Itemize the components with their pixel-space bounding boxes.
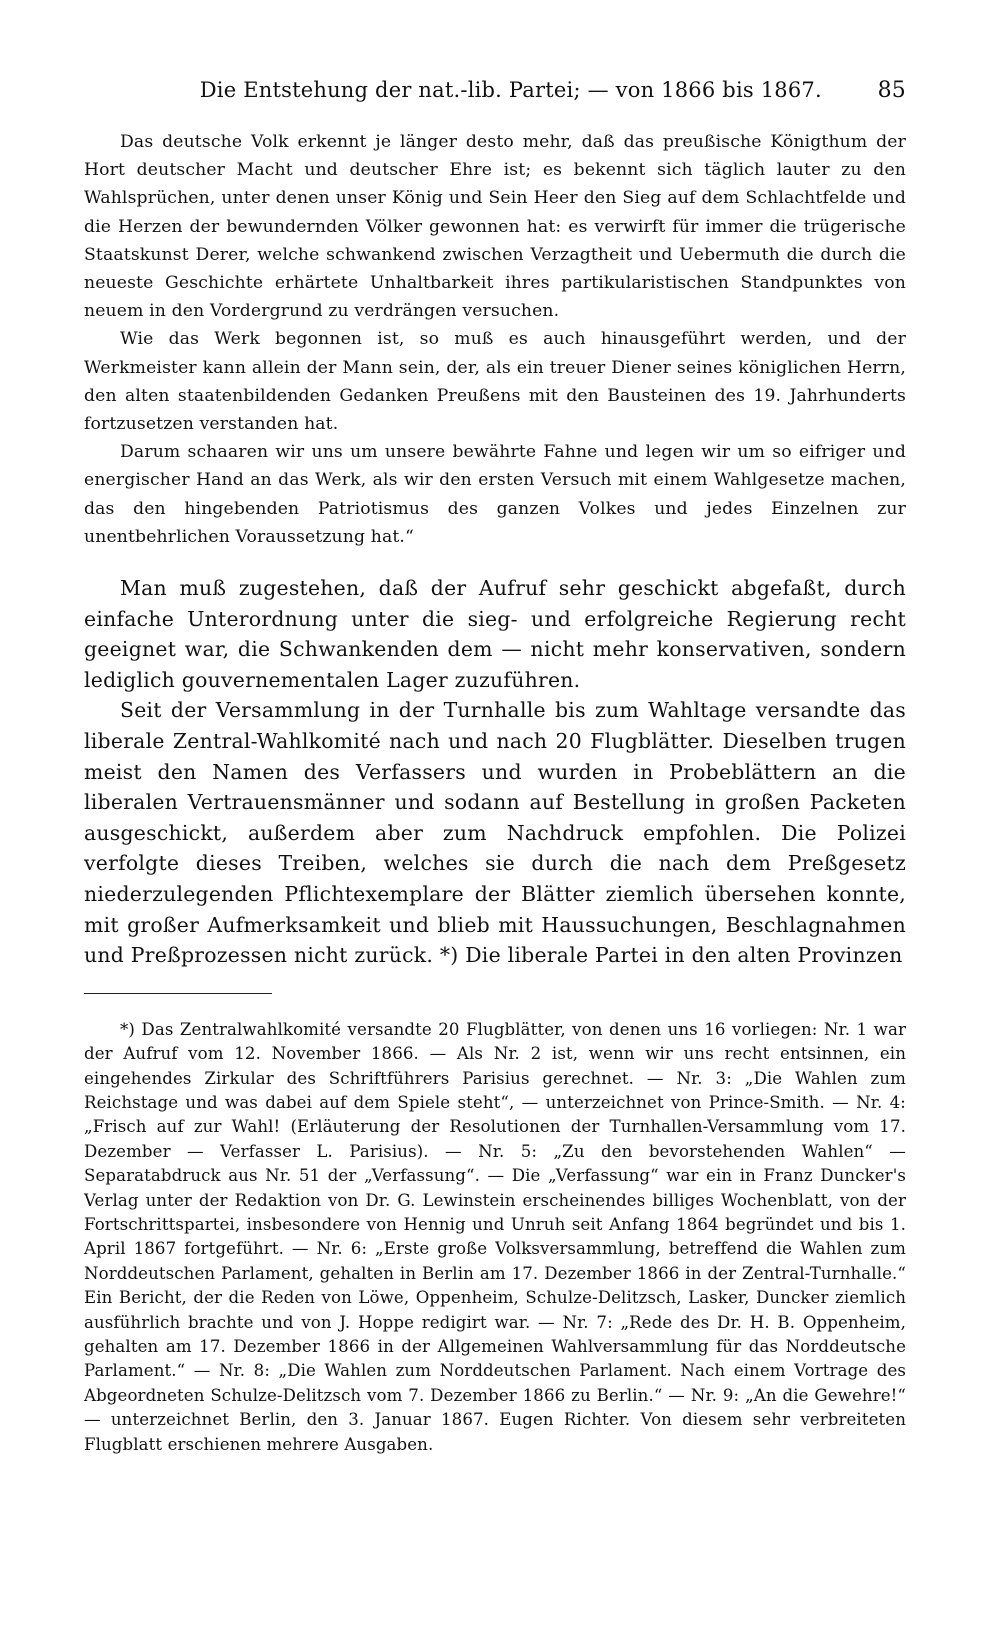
body-paragraph-1: Man muß zugestehen, daß der Aufruf sehr geschickt abgefaßt, durch einfache Unterordnung unter die sieg- und erfolgreiche Regierung recht geeignet war, die Schwankenden dem — nicht mehr konservativen, sondern lediglich gouvernementalen Lager zuzuführen.	[84, 576, 906, 692]
quote-paragraph-2: Wie das Werk begonnen ist, so muß es auch hinausgeführt werden, und der Werkmeister kann allein der Mann sein, der, als ein treuer Diener seines königlichen Herrn, den alten staatenbildenden Gedanken Preußens mit den Bausteinen des 19. Jahrhunderts fortzusetzen verstanden hat.	[84, 329, 906, 435]
page-header	[84, 78, 906, 118]
page-number: 85	[877, 78, 906, 103]
quoted-appeal	[84, 128, 906, 551]
main-text	[84, 573, 906, 971]
quote-paragraph-1: Das deutsche Volk erkennt je länger desto mehr, daß das preußische Königthum der Hort deutscher Macht und deutscher Ehre ist; es bekennt sich täglich lauter zu den Wahlsprüchen, unter denen unser König und Sein Heer den Sieg auf dem Schlachtfelde und die Herzen der bewundernden Völker gewonnen hat: es verwirft für immer die trügerische Staatskunst Derer, welche schwankend zwischen Verzagtheit und Uebermuth die durch die neueste Geschichte erhärtete Unhaltbarkeit ihres partikularistischen Standpunktes von neuem in den Vordergrund zu verdrängen versuchen.	[84, 132, 906, 322]
footnote	[84, 1018, 906, 1457]
footnote-divider	[84, 993, 272, 994]
running-title: Die Entstehung der nat.-lib. Partei; — von 1866 bis 1867.	[199, 78, 822, 102]
body-paragraph-2: Seit der Versammlung in der Turnhalle bis zum Wahltage versandte das liberale Zentral-Wahlkomité nach und nach 20 Flugblätter. Dieselben trugen meist den Namen des Verfassers und wurden in Probeblättern an die liberalen Vertrauensmänner und sodann auf Bestellung in großen Packeten ausgeschickt, außerdem aber zum Nachdruck empfohlen. Die Polizei verfolgte dieses Treiben, welches sie durch die nach dem Preßgesetz niederzulegenden Pflichtexemplare der Blätter ziemlich übersehen konnte, mit großer Aufmerksamkeit und blieb mit Haussuchungen, Beschlagnahmen und Preßprozessen nicht zurück. *) Die liberale Partei in den alten Provinzen	[84, 698, 906, 968]
book-page	[84, 78, 906, 1457]
quote-paragraph-3: Darum schaaren wir uns um unsere bewährte Fahne und legen wir um so eifriger und energischer Hand an das Werk, als wir den ersten Versuch mit einem Wahlgesetze machen, das den hingebenden Patriotismus des ganzen Volkes und jedes Einzelnen zur unentbehrlichen Voraussetzung hat.“	[84, 442, 906, 547]
footnote-text: *) Das Zentralwahlkomité versandte 20 Flugblätter, von denen uns 16 vorliegen: Nr. 1 war der Aufruf vom 12. November 1866. — Als Nr. 2 ist, wenn wir uns recht entsinnen, ein eingehendes Zirkular des Schriftführers Parisius gerechnet. — Nr. 3: „Die Wahlen zum Reichstage und was dabei auf dem Spiele steht“, — unterzeichnet von Prince-Smith. — Nr. 4: „Frisch auf zur Wahl! (Erläuterung der Resolutionen der Turnhallen-Versammlung vom 17. Dezember — Verfasser L. Parisius). — Nr. 5: „Zu den bevorstehenden Wahlen“ — Separatabdruck aus Nr. 51 der „Verfassung“. — Die „Verfassung“ war ein in Franz Duncker's Verlag unter der Redaktion von Dr. G. Lewinstein erscheinendes billiges Wochenblatt, von der Fortschrittspartei, insbesondere von Hennig und Unruh seit Anfang 1864 begründet und bis 1. April 1867 fortgeführt. — Nr. 6: „Erste große Volksversammlung, betreffend die Wahlen zum Norddeutschen Parlament, gehalten in Berlin am 17. Dezember 1866 in der Zentral-Turnhalle.“ Ein Bericht, der die Reden von Löwe, Oppenheim, Schulze-Delitzsch, Lasker, Duncker ziemlich ausführlich brachte und von J. Hoppe redigirt war. — Nr. 7: „Rede des Dr. H. B. Oppenheim, gehalten am 17. Dezember 1866 in der Allgemeinen Wahlversammlung für das Norddeutsche Parlament.“ — Nr. 8: „Die Wahlen zum Norddeutschen Parlament. Nach einem Vortrage des Abgeordneten Schulze-Delitzsch vom 7. Dezember 1866 zu Berlin.“ — Nr. 9: „An die Gewehre!“ — unterzeichnet Berlin, den 3. Januar 1867. Eugen Richter. Von diesem sehr verbreiteten Flugblatt erschienen mehrere Ausgaben.	[84, 1019, 906, 1454]
